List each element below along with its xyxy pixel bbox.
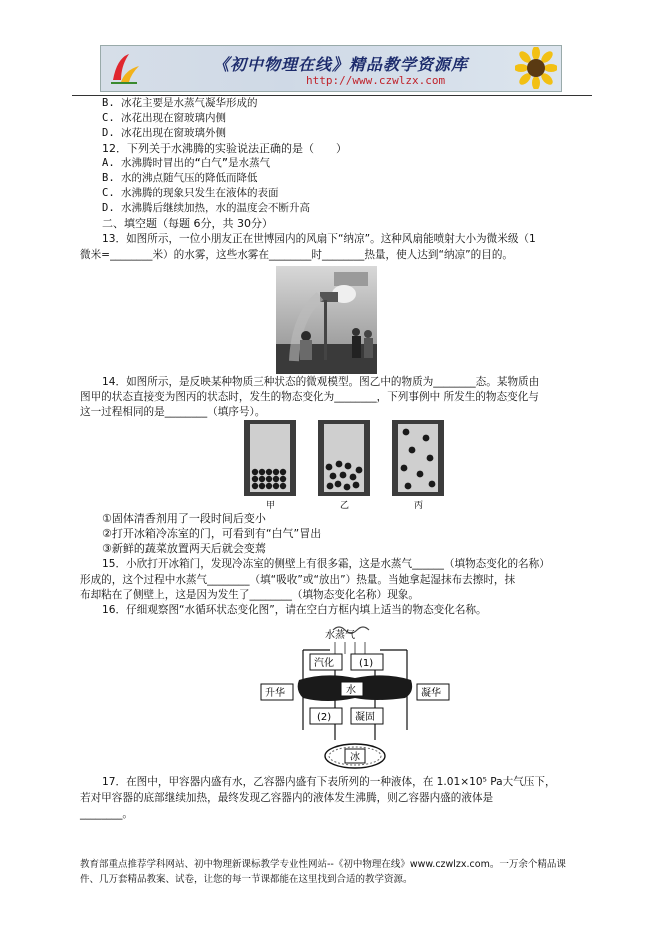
q14-item-3: ③新鲜的蔬菜放置两天后就会变蔫 [102,542,266,555]
diagram-vaporize: 汽化 [314,658,334,669]
q15-line1: 15．小欣打开冰箱门，发现冷冻室的侧壁上有很多霜，这是水蒸气______（填物态变化的名称） [102,558,550,570]
q12-option-b: B. 水的沸点随气压的降低而降低 [102,172,258,184]
diagram-sublimation: 升华 [265,688,285,699]
q17-line1: 17．在图中，甲容器内盛有水，乙容器内盛有下表所列的一种液体，在 1.01×10⁵ Pa大气压下， [102,776,556,788]
header-banner [100,45,562,92]
q13-line2: 微米=________米）的水雾，这些水雾在________时________热量，使人达到“纳凉”的目的。 [80,249,514,261]
q15-line2: 形成的，这个过程中水蒸气________（填“吸收”或“放出”）热量。当她拿起湿抹布去擦时，抹 [80,574,516,586]
footer-line-2: 件、几万套精品教案、试卷，让您的每一节课都能在这里找到合适的教学资源。 [80,874,413,885]
q14-item-1: ①固体清香剂用了一段时间后变小 [102,512,266,525]
diagram-vapor: 水蒸气 [325,630,355,641]
label-yi: 乙 [340,501,350,510]
q16-water-cycle-diagram [255,620,455,770]
diagram-blank-1: (1) [359,658,374,669]
footer-line-1: 教育部重点推荐学科网站、初中物理新课标教学专业性网站--《初中物理在线》www.czwlzx.com。一万余个精品课 [80,859,566,870]
q11-option-c: C. 冰花出现在窗玻璃内侧 [102,112,226,124]
q15-line3: 布却粘在了侧壁上，这是因为发生了________（填物态变化名称）现象。 [80,589,419,601]
diagram-water: 水 [346,685,356,696]
q17-line3: ________。 [80,808,133,820]
q16-line1: 16．仔细观察图“水循环状态变化图”，请在空白方框内填上适当的物态变化名称。 [102,604,487,616]
q14-line3: 这一过程相同的是________（填序号）。 [80,406,266,418]
q12-option-a: A. 水沸腾时冒出的“白气”是水蒸气 [102,157,271,169]
sunflower-icon [515,47,557,89]
diagram-solidify: 凝固 [355,712,375,723]
container-bing [392,420,444,496]
q11-option-d: D. 冰花出现在窗玻璃外侧 [102,127,226,139]
container-yi [318,420,370,496]
q14-line2: 图甲的状态直接变为图丙的状态时，发生的物态变化为________，下列事例中 所发生的物态变化与 [80,391,539,403]
q14-particle-model-figure [240,418,445,510]
q12-option-d: D. 水沸腾后继续加热，水的温度会不断升高 [102,202,310,214]
q12-option-c: C. 水沸腾的现象只发生在液体的表面 [102,187,279,199]
site-logo-icon [107,50,143,86]
banner-title: 《初中物理在线》精品教学资源库 [213,55,469,74]
header-rule [72,95,592,96]
q13-fan-photo [276,266,377,374]
container-jia [244,420,296,496]
q17-line2: 若对甲容器的底部继续加热，最终发现乙容器内的液体发生沸腾，则乙容器内盛的液体是 [80,792,494,804]
q13-line1: 13．如图所示，一位小朋友正在世博园内的风扇下“纳凉”。这种风扇能喷射大小为微米级（1 [102,233,536,245]
diagram-blank-2: (2) [317,712,332,723]
section-heading: 二、填空题（每题 6分，共 30分） [102,217,273,230]
label-bing: 丙 [414,501,424,510]
q12-stem: 12．下列关于水沸腾的实验说法正确的是（ ） [102,142,347,155]
diagram-desublimation: 凝华 [421,688,441,699]
diagram-ice: 冰 [350,752,360,763]
label-jia: 甲 [266,501,276,510]
q14-item-2: ②打开冰箱冷冻室的门，可看到有“白气”冒出 [102,527,322,540]
q14-line1: 14．如图所示，是反映某种物质三种状态的微观模型。图乙中的物质为________态。某物质由 [102,376,540,388]
banner-url[interactable]: http://www.czwlzx.com [306,74,446,87]
q11-option-b: B. 冰花主要是水蒸气凝华形成的 [102,97,258,109]
